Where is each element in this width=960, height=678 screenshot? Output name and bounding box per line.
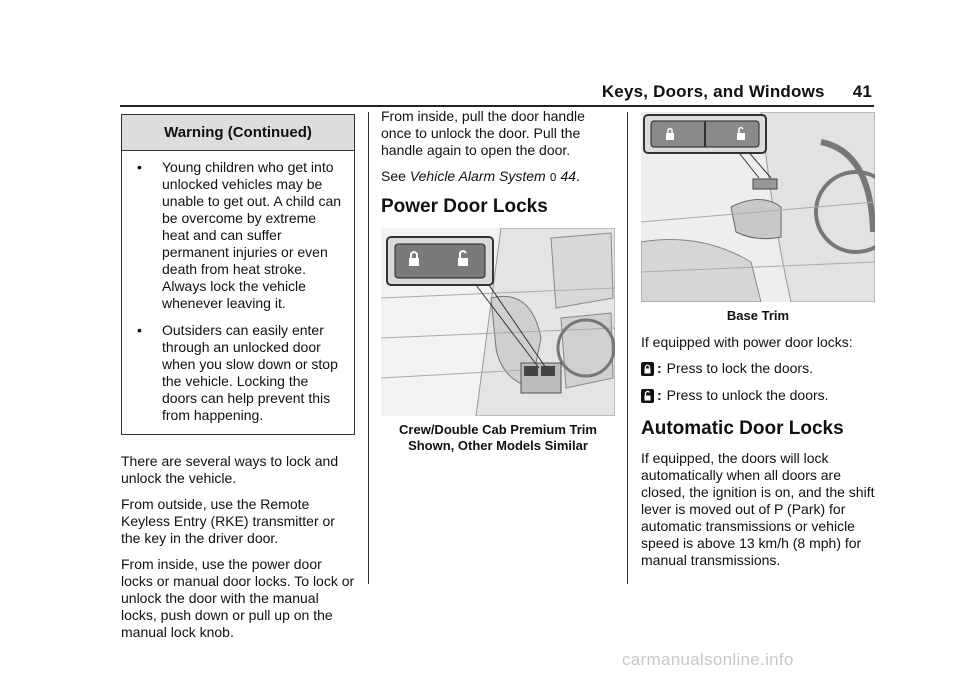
warning-box	[121, 114, 355, 435]
page-ref-arrow: 0	[549, 171, 557, 184]
unlock-instruction: : Press to unlock the doors.	[641, 387, 875, 404]
warning-item	[132, 322, 342, 424]
paragraph: If equipped, the doors will lock automatically when all doors are closed, the ignition is on, and the shift lever is moved out of P (Park) for automatic transmissions or vehicle speed is above 13 km/h (8 mph) for manual transmissions.	[641, 450, 875, 568]
header-rule	[120, 105, 874, 107]
column-1	[121, 108, 357, 650]
section-title: Keys, Doors, and Windows	[601, 82, 825, 101]
lock-instruction: : Press to lock the doors.	[641, 360, 875, 377]
power-door-lock-illustration	[381, 228, 615, 416]
page-header	[602, 82, 872, 102]
warning-item-text: Outsiders can easily enter through an unlocked door when you slow down or stop the vehicle. Locking the doors can help prevent this from happening.	[162, 322, 338, 423]
unlock-icon	[641, 389, 654, 403]
paragraph: From inside, pull the door handle once to unlock the door. Pull the handle again to open the door.	[381, 108, 585, 158]
column-divider-1	[368, 112, 369, 584]
warning-title: Warning (Continued)	[122, 115, 354, 151]
page-number: 41	[852, 82, 872, 101]
warning-item-text: Young children who get into unlocked vehicles may be unable to get out. A child can be overcome by extreme heat and can suffer permanent injuries or even death from heat stroke. Always lock the vehicle whenever leaving it.	[162, 159, 342, 311]
see-reference: See Vehicle Alarm System 0 44.	[381, 168, 580, 184]
warning-list	[122, 151, 354, 434]
figure-caption: Base Trim	[726, 308, 790, 323]
column-3	[641, 112, 875, 578]
unlock-instruction-text: Press to unlock the doors.	[666, 387, 829, 403]
watermark: carmanualsonline.info	[622, 650, 794, 669]
paragraph: From outside, use the Remote Keyless Entry (RKE) transmitter or the key in the driver door.	[121, 496, 335, 546]
bullet: •	[137, 322, 142, 338]
paragraph: There are several ways to lock and unlock the vehicle.	[121, 453, 339, 486]
lock-instruction-text: Press to lock the doors.	[666, 360, 813, 376]
bullet: •	[137, 159, 142, 175]
section-heading: Automatic Door Locks	[641, 418, 844, 439]
paragraph: From inside, use the power door locks or manual door locks. To lock or unlock the door with the manual locks, push down or pull up on the manual lock knob.	[121, 556, 355, 640]
warning-item	[132, 159, 342, 312]
section-heading: Power Door Locks	[381, 196, 548, 217]
see-link[interactable]: Vehicle Alarm System	[409, 168, 546, 184]
paragraph: If equipped with power door locks:	[641, 334, 853, 350]
see-page: 44	[560, 168, 577, 184]
lock-icon	[641, 362, 654, 376]
column-divider-2	[627, 112, 628, 584]
column-2	[381, 108, 615, 464]
figure-caption: Crew/Double Cab Premium Trim Shown, Other Models Similar	[399, 422, 597, 453]
base-trim-illustration	[641, 112, 875, 302]
